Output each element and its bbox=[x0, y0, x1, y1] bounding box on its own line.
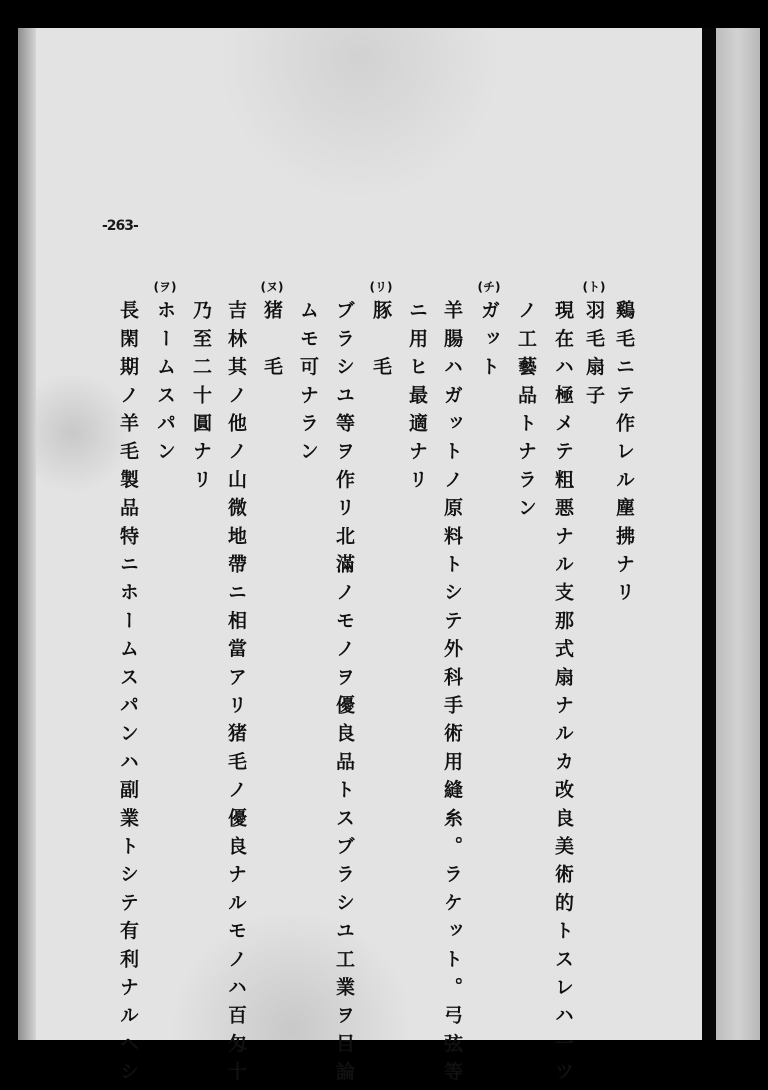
page-edge-shadow bbox=[18, 28, 36, 1040]
item-marker-wo: (ヲ) bbox=[153, 280, 177, 294]
item-marker-nu: (ヌ) bbox=[260, 280, 284, 294]
text-column-4: ノ工藝品トナラン bbox=[515, 300, 537, 526]
next-page-strip bbox=[716, 28, 760, 1040]
text-column-7: ニ用ヒ最適ナリ bbox=[406, 300, 428, 498]
item-marker-ri: (リ) bbox=[369, 280, 393, 294]
heading-gut: ガット bbox=[478, 300, 500, 385]
item-marker-chi: (チ) bbox=[477, 280, 501, 294]
heading-boar-bristle: 猪 毛 bbox=[261, 300, 283, 385]
text-column-3: 現在ハ極メテ粗悪ナル支那式扇ナルカ改良美術的トスレハ一ツ bbox=[552, 300, 574, 1090]
text-column-13: 乃至二十圓ナリ bbox=[190, 300, 212, 498]
text-column-10: ムモ可ナラン bbox=[297, 300, 319, 470]
heading-pig-bristle: 豚 毛 bbox=[370, 300, 392, 385]
page-gutter bbox=[702, 28, 716, 1040]
page-number: -263- bbox=[102, 218, 138, 234]
heading-homespun: ホームスパン bbox=[154, 300, 176, 470]
text-column-1: 鷄毛ニテ作レル塵拂ナリ bbox=[613, 300, 635, 611]
text-column-6: 羊腸ハガットノ原料トシテ外科手術用縫糸。ラケット。弓弦等 bbox=[441, 300, 463, 1090]
heading-feather-fan: 羽毛扇子 bbox=[583, 300, 605, 413]
text-column-12: 吉林其ノ他ノ山微地帶ニ相當アリ猪毛ノ優良ナルモノハ百匁十 bbox=[225, 300, 247, 1090]
text-column-9: ブラシユ等ヲ作リ北滿ノモノヲ優良品トスブラシユ工業ヲ目論 bbox=[333, 300, 355, 1090]
item-marker-to: (ト) bbox=[582, 280, 606, 294]
text-column-15: 長閑期ノ羊毛製品特ニホームスパンハ副業トシテ有利ナルヘシ bbox=[117, 300, 139, 1090]
